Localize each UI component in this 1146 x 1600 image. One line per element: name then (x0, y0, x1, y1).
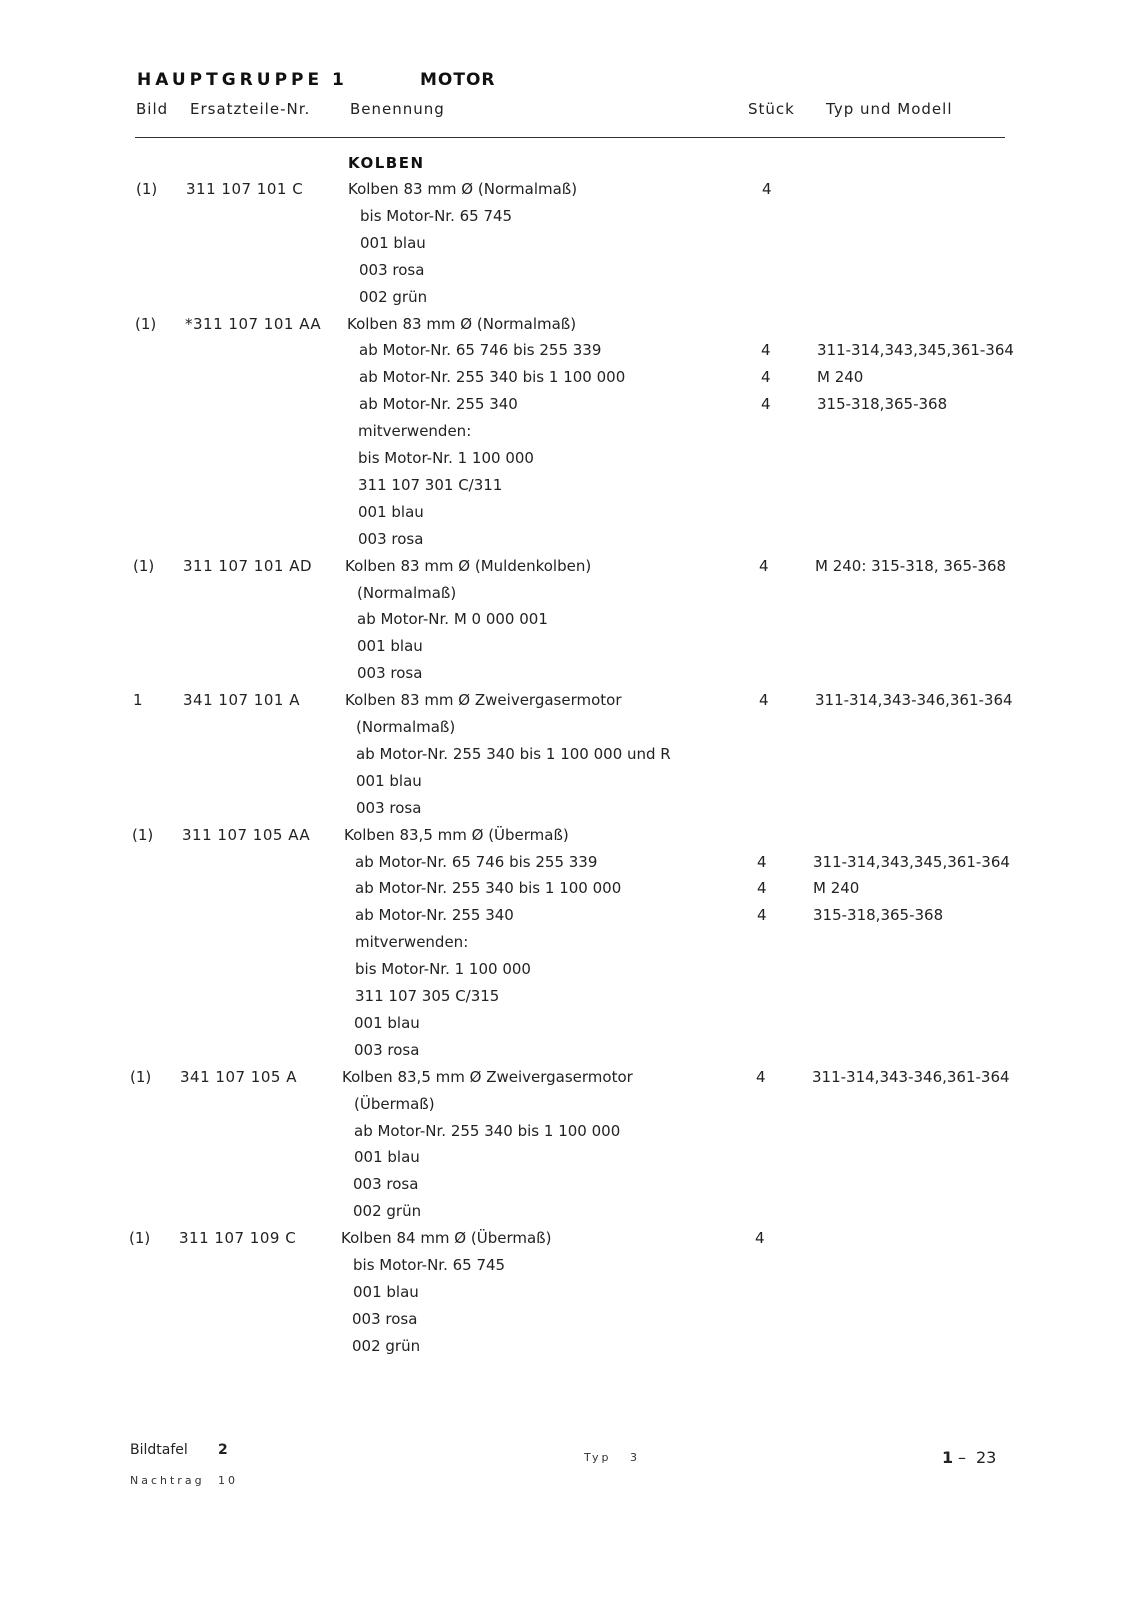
row-description: 002 grün (352, 1336, 421, 1355)
row-quantity: 4 (761, 341, 771, 360)
plate-label: Bildtafel (130, 1442, 188, 1458)
row-type-model: 311-314,343,345,361-364 (813, 852, 1010, 871)
row-type-model: 311-314,343-346,361-364 (812, 1067, 1010, 1086)
row-description: ab Motor-Nr. 255 340 (355, 906, 514, 925)
row-description: ab Motor-Nr. 65 746 bis 255 339 (359, 341, 602, 360)
row-bild: 1 (133, 691, 143, 710)
row-description: (Normalmaß) (357, 583, 457, 602)
row-description: ab Motor-Nr. 255 340 bis 1 100 000 und R (356, 744, 671, 763)
row-bild: (1) (130, 1067, 152, 1086)
row-description: 003 rosa (352, 1309, 418, 1328)
row-description: Kolben 83 mm Ø Zweivergasermotor (345, 691, 622, 710)
row-description: 311 107 305 C/315 (355, 987, 500, 1005)
row-description: 001 blau (353, 1282, 419, 1301)
row-part-number: *311 107 101 AA (185, 314, 322, 333)
row-description: ab Motor-Nr. 255 340 bis 1 100 000 (354, 1121, 621, 1140)
group-name: MOTOR (420, 70, 496, 90)
row-type-model: M 240 (817, 368, 864, 387)
row-quantity: 4 (759, 691, 769, 710)
column-header-name: Benennung (350, 100, 445, 118)
row-description: 001 blau (358, 502, 424, 521)
column-header-bild: Bild (136, 100, 169, 118)
row-description: ab Motor-Nr. 65 746 bis 255 339 (355, 852, 598, 871)
row-part-number: 311 107 109 C (179, 1229, 297, 1248)
page-section: 1 (942, 1448, 954, 1467)
row-bild: (1) (133, 556, 155, 575)
row-description: 003 rosa (359, 260, 425, 279)
row-description: 001 blau (354, 1148, 420, 1167)
row-description: bis Motor-Nr. 65 745 (360, 206, 513, 225)
row-type-model: M 240 (813, 879, 860, 898)
page-number: 23 (976, 1448, 997, 1467)
row-description: 002 grün (353, 1202, 422, 1221)
row-description: mitverwenden: (355, 933, 469, 952)
row-quantity: 4 (762, 180, 772, 198)
row-description: ab Motor-Nr. 255 340 bis 1 100 000 (359, 368, 626, 387)
column-header-qty: Stück (748, 100, 795, 118)
page-separator: – (958, 1448, 966, 1467)
row-description: Kolben 83 mm Ø (Muldenkolben) (345, 556, 592, 575)
row-description: 001 blau (354, 1013, 420, 1032)
row-description: 311 107 301 C/311 (358, 475, 503, 494)
row-description: 003 rosa (358, 529, 424, 548)
row-part-number: 311 107 101 C (186, 180, 304, 198)
row-description: bis Motor-Nr. 1 100 000 (355, 960, 531, 979)
row-bild: (1) (129, 1229, 151, 1248)
row-description: 002 grün (359, 287, 428, 306)
row-quantity: 4 (757, 906, 767, 925)
row-description: Kolben 83 mm Ø (Normalmaß) (347, 314, 577, 333)
row-type-model: 315-318,365-368 (817, 395, 948, 414)
row-description: ab Motor-Nr. 255 340 (359, 395, 518, 414)
row-bild: (1) (132, 825, 154, 844)
row-bild: (1) (135, 314, 157, 333)
column-header-type: Typ und Modell (826, 100, 953, 118)
row-type-model: 315-318,365-368 (813, 906, 944, 925)
row-description: 003 rosa (354, 1040, 420, 1059)
row-bild: (1) (136, 180, 158, 198)
row-quantity: 4 (756, 1067, 766, 1086)
row-type-model: 311-314,343-346,361-364 (815, 691, 1013, 710)
row-quantity: 4 (761, 368, 771, 387)
row-description: ab Motor-Nr. 255 340 bis 1 100 000 (355, 879, 622, 898)
type-number: 3 (630, 1451, 640, 1464)
row-description: bis Motor-Nr. 65 745 (353, 1256, 506, 1274)
header-rule (135, 137, 1005, 138)
row-description: Kolben 84 mm Ø (Übermaß) (341, 1229, 552, 1248)
row-quantity: 4 (757, 852, 767, 871)
row-quantity: 4 (759, 556, 769, 575)
row-description: (Normalmaß) (356, 718, 456, 736)
row-description: ab Motor-Nr. M 0 000 001 (357, 610, 548, 629)
type-label: Typ (584, 1451, 612, 1464)
row-description: bis Motor-Nr. 1 100 000 (358, 449, 534, 467)
row-description: mitverwenden: (358, 422, 472, 441)
row-part-number: 311 107 105 AA (182, 825, 311, 844)
row-part-number: 341 107 105 A (180, 1067, 297, 1086)
row-part-number: 311 107 101 AD (183, 556, 313, 575)
row-quantity: 4 (761, 395, 771, 414)
row-quantity: 4 (755, 1229, 765, 1248)
group-number: 1 (332, 70, 344, 90)
section-title: KOLBEN (348, 154, 425, 172)
row-description: Kolben 83,5 mm Ø (Übermaß) (344, 825, 569, 844)
row-type-model: 311-314,343,345,361-364 (817, 341, 1014, 360)
row-description: 003 rosa (356, 798, 422, 817)
row-description: Kolben 83,5 mm Ø Zweivergasermotor (342, 1067, 633, 1086)
row-description: 003 rosa (353, 1175, 419, 1194)
row-description: 003 rosa (357, 664, 423, 683)
supplement-label: Nachtrag (130, 1474, 205, 1487)
column-header-part-no: Ersatzteile-Nr. (190, 100, 311, 118)
row-type-model: M 240: 315-318, 365-368 (815, 556, 1007, 575)
group-label: HAUPTGRUPPE (137, 70, 324, 90)
plate-number: 2 (218, 1442, 228, 1458)
supplement-number: 10 (218, 1474, 238, 1487)
row-description: (Übermaß) (354, 1094, 435, 1113)
row-quantity: 4 (757, 879, 767, 898)
row-part-number: 341 107 101 A (183, 691, 300, 710)
row-description: 001 blau (357, 637, 423, 656)
row-description: 001 blau (356, 771, 422, 790)
row-description: Kolben 83 mm Ø (Normalmaß) (348, 180, 578, 198)
row-description: 001 blau (360, 233, 426, 252)
